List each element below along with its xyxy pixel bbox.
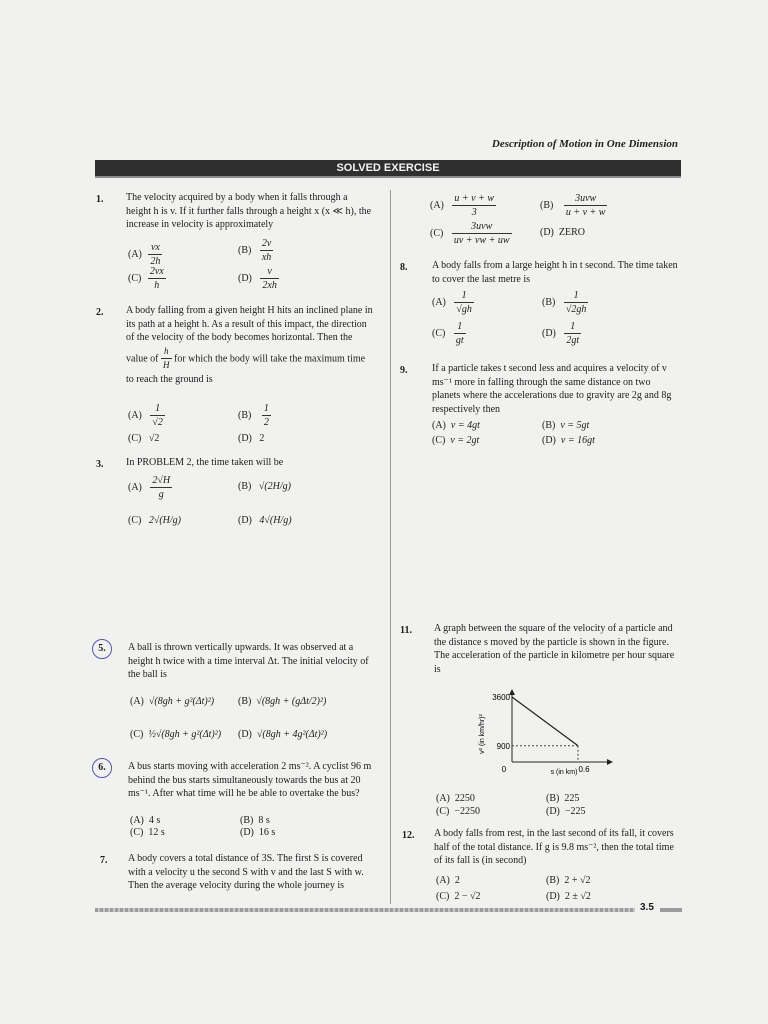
footer-rule-end bbox=[660, 908, 682, 912]
q5-option-a[interactable]: (A) √(8gh + g²(Δt)²) bbox=[130, 696, 215, 707]
q1-option-d[interactable]: (D) $\frac{v}{2xh}$ bbox=[238, 266, 277, 291]
q1-text: The velocity acquired by a body when it falls through a height h is v. If it further falls through a height x (x ≪ h), the increase in velocity is approximately bbox=[126, 192, 372, 230]
q8-option-c[interactable]: (C) $\frac{1}{gt}$ bbox=[432, 321, 464, 346]
q6-option-d[interactable]: (D) 16 s bbox=[240, 827, 276, 838]
q1-option-b[interactable]: (B) $\frac{2v}{xh}$ bbox=[238, 238, 272, 263]
q3-number: 3. bbox=[96, 459, 104, 470]
q7-number: 7. bbox=[100, 855, 108, 866]
q2-option-d[interactable]: (D) 2 bbox=[238, 433, 265, 444]
q12-option-a[interactable]: (A) 2 bbox=[436, 875, 460, 886]
q11-option-a[interactable]: (A) 2250 bbox=[436, 793, 475, 804]
q8-option-b[interactable]: (B) $\frac{1}{√2gh}$ bbox=[542, 290, 587, 315]
q8-number: 8. bbox=[400, 262, 408, 273]
column-divider bbox=[390, 190, 391, 904]
q11-option-d[interactable]: (D) −225 bbox=[546, 806, 586, 817]
q11-option-b[interactable]: (B) 225 bbox=[546, 793, 580, 804]
q11-graph bbox=[470, 684, 620, 776]
q6-option-a[interactable]: (A) 4 s bbox=[130, 815, 161, 826]
q1-option-c[interactable]: (C) $\frac{2vx}{h}$ bbox=[128, 266, 164, 291]
q6-option-b[interactable]: (B) 8 s bbox=[240, 815, 270, 826]
q5-text: A ball is thrown vertically upwards. It was observed at a height h twice with a time interval Δt. The initial velocity of the ball is bbox=[128, 642, 369, 680]
q2-text: A body falling from a given height H hits an inclined plane in its path at a height h. As a result of this impact, the direction of the velocity of the body becomes horizontal. Then the value of $\frac{h}{H}$ for which the body will take the maximum time to reach the ground is bbox=[126, 305, 373, 385]
q9-option-a[interactable]: (A) v = 4gt bbox=[432, 420, 480, 431]
q2-option-c[interactable]: (C) √2 bbox=[128, 433, 160, 444]
q11-origin-label: 0 bbox=[501, 765, 507, 774]
q5-number: 5. bbox=[92, 639, 112, 659]
q2-option-a[interactable]: (A) $\frac{1}{√2}$ bbox=[128, 403, 163, 428]
q3-option-d[interactable]: (D) 4√(H/g) bbox=[238, 515, 292, 526]
q11-option-c[interactable]: (C) −2250 bbox=[436, 806, 480, 817]
q5-option-c[interactable]: (C) ½√(8gh + g²(Δt)²) bbox=[130, 729, 222, 740]
chapter-title: Description of Motion in One Dimension bbox=[491, 138, 678, 150]
q9-option-d[interactable]: (D) v = 16gt bbox=[542, 435, 595, 446]
q2-option-b[interactable]: (B) $\frac{1}{2}$ bbox=[238, 403, 269, 428]
q8-option-d[interactable]: (D) $\frac{1}{2gt}$ bbox=[542, 321, 580, 346]
q3-text: In PROBLEM 2, the time taken will be bbox=[126, 457, 284, 468]
q11-x-label: s (in km) bbox=[550, 769, 578, 776]
q12-number: 12. bbox=[402, 830, 415, 841]
q5-option-d[interactable]: (D) √(8gh + 4g²(Δt)²) bbox=[238, 729, 328, 740]
footer-rule bbox=[95, 908, 635, 912]
q12-option-c[interactable]: (C) 2 − √2 bbox=[436, 891, 481, 902]
q6-option-c[interactable]: (C) 12 s bbox=[130, 827, 165, 838]
q9-text: If a particle takes t second less and acquires a velocity of v ms⁻¹ more in falling through the same distance on two planets where the accelerations due to gravity are 2g and 8g respectively then bbox=[432, 363, 672, 415]
q7-option-a[interactable]: (A) $\frac{u + v + w}{3}$ bbox=[430, 193, 494, 218]
q11-data-line bbox=[512, 697, 578, 746]
q7-option-c[interactable]: (C) $\frac{\text{3uvw}}{uv + vw + uw}$ bbox=[430, 221, 510, 246]
q11-y-tick-label: 3600 bbox=[492, 693, 510, 702]
q6-text: A bus starts moving with acceleration 2 ms⁻². A cyclist 96 m behind the bus starts simultaneously towards the bus at 20 ms⁻¹. After what time will he be able to overtake the bus? bbox=[128, 761, 372, 799]
q3-option-c[interactable]: (C) 2√(H/g) bbox=[128, 515, 181, 526]
q7-option-d[interactable]: (D) ZERO bbox=[540, 227, 585, 238]
section-banner: SOLVED EXERCISE bbox=[95, 160, 681, 176]
q8-option-a[interactable]: (A) $\frac{1}{√gh}$ bbox=[432, 290, 472, 315]
q7-option-b[interactable]: (B) $\frac{\text{3uvw}}{u + v + w}$ bbox=[540, 193, 606, 218]
q3-option-b[interactable]: (B) √(2H/g) bbox=[238, 481, 291, 492]
q2-number: 2. bbox=[96, 307, 104, 318]
q12-text: A body falls from rest, in the last second of its fall, it covers half of the total distance. If g is 9.8 ms⁻², then the total time of its fall is (in second) bbox=[434, 828, 674, 866]
q7-text: A body covers a total distance of 3S. The first S is covered with a velocity u the second S with v and the last S with w. Then the average velocity during the whole journey is bbox=[128, 853, 364, 891]
q11-x-tick-label: 0.6 bbox=[578, 765, 590, 774]
q11-text: A graph between the square of the velocity of a particle and the distance s moved by the particle is shown in the figure. The acceleration of the particle in kilometre per hour square is bbox=[434, 623, 675, 675]
q11-y-tick-label: 900 bbox=[496, 741, 510, 751]
q9-option-c[interactable]: (C) v = 2gt bbox=[432, 435, 480, 446]
q1-number: 1. bbox=[96, 194, 104, 205]
q5-option-b[interactable]: (B) √(8gh + (gΔt/2)²) bbox=[238, 696, 327, 707]
q12-option-d[interactable]: (D) 2 ± √2 bbox=[546, 891, 591, 902]
q6-number: 6. bbox=[92, 758, 112, 778]
q11-y-label: v² (in km/hr)² bbox=[479, 714, 486, 754]
q1-option-a[interactable]: (A) $\frac{vx}{2h}$ bbox=[128, 242, 161, 267]
q11-number: 11. bbox=[400, 625, 412, 636]
page-number: 3.5 bbox=[640, 902, 654, 913]
q9-option-b[interactable]: (B) v = 5gt bbox=[542, 420, 590, 431]
q3-option-a[interactable]: (A) $\frac{2√H}{g}$ bbox=[128, 475, 171, 500]
banner-underline bbox=[95, 176, 681, 178]
q8-text: A body falls from a large height h in t second. The time taken to cover the last metre is bbox=[432, 260, 678, 285]
q12-option-b[interactable]: (B) 2 + √2 bbox=[546, 875, 591, 886]
q9-number: 9. bbox=[400, 365, 408, 376]
